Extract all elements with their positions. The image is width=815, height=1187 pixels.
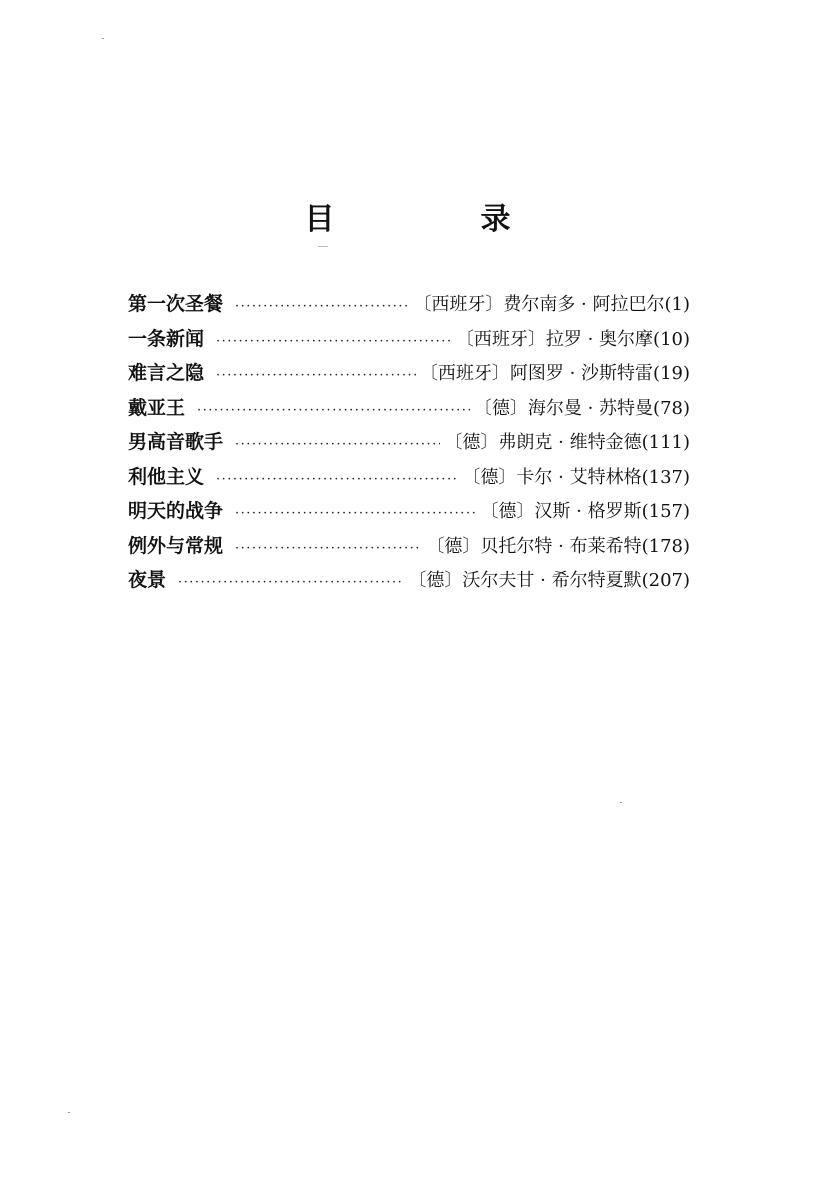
scan-speck [68,1112,70,1113]
scan-speck [318,246,328,247]
toc-entry-title: 利他主义 [128,465,205,488]
toc-entry-author: 〔西班牙〕费尔南多 · 阿拉巴尔 [413,294,665,315]
toc-entry [128,391,690,426]
toc-entry-author: 〔德〕卡尔 · 艾特林格 [462,466,642,488]
toc-entry-author: 〔西班牙〕拉罗 · 奥尔摩 [455,328,654,350]
toc-entry-page: (137) [641,466,690,488]
toc-entry-page: (19) [653,363,690,384]
toc-entry [128,356,690,391]
toc-entry-title: 第一次圣餐 [128,293,224,315]
toc-entry-page: (157) [641,501,690,522]
dot-leader [197,394,470,428]
toc-entry-page: (78) [653,397,690,419]
toc-entry [128,529,690,564]
toc-entry-title: 戴亚王 [128,396,186,419]
toc-entry-page: (1) [664,294,690,315]
toc-entry-author: 〔德〕弗朗克 · 维特金德 [444,432,642,453]
toc-entry [128,287,690,322]
dot-leader [216,325,452,359]
scan-speck [102,38,104,39]
toc-entry-page: (10) [653,328,690,350]
scan-speck [620,802,622,803]
dot-leader [178,566,404,600]
toc-entry-title: 男高音歌手 [128,431,224,453]
toc-entry [128,425,690,460]
toc-entry [128,563,690,598]
toc-entry-title: 难言之隐 [128,362,205,384]
toc-entry-author: 〔德〕沃尔夫甘 · 希尔特夏默 [408,570,642,591]
toc-entry [128,460,690,495]
toc-entry-author: 〔西班牙〕阿图罗 · 沙斯特雷 [419,363,654,384]
toc-entry-page: (178) [641,535,690,557]
toc-entry [128,494,690,529]
page-title: 目 录 [304,202,569,237]
toc-entry-title: 一条新闻 [128,327,205,350]
toc-entry-author: 〔德〕海尔曼 · 苏特曼 [473,397,654,419]
dot-leader [216,359,416,393]
dot-leader [216,463,458,497]
dot-leader [235,497,476,531]
toc-entry-title: 明天的战争 [128,500,224,522]
toc-entry-author: 〔德〕汉斯 · 格罗斯 [480,501,642,522]
dot-leader [235,532,422,566]
toc-entry-author: 〔德〕贝托尔特 · 布莱希特 [426,535,642,557]
dot-leader [235,428,440,462]
toc-entry-page: (207) [641,570,690,591]
toc-entry-title: 夜景 [128,569,167,591]
toc-entry-title: 例外与常规 [128,534,224,557]
dot-leader [235,290,409,324]
table-of-contents [128,287,690,598]
toc-entry [128,322,690,357]
toc-entry-page: (111) [641,432,690,453]
